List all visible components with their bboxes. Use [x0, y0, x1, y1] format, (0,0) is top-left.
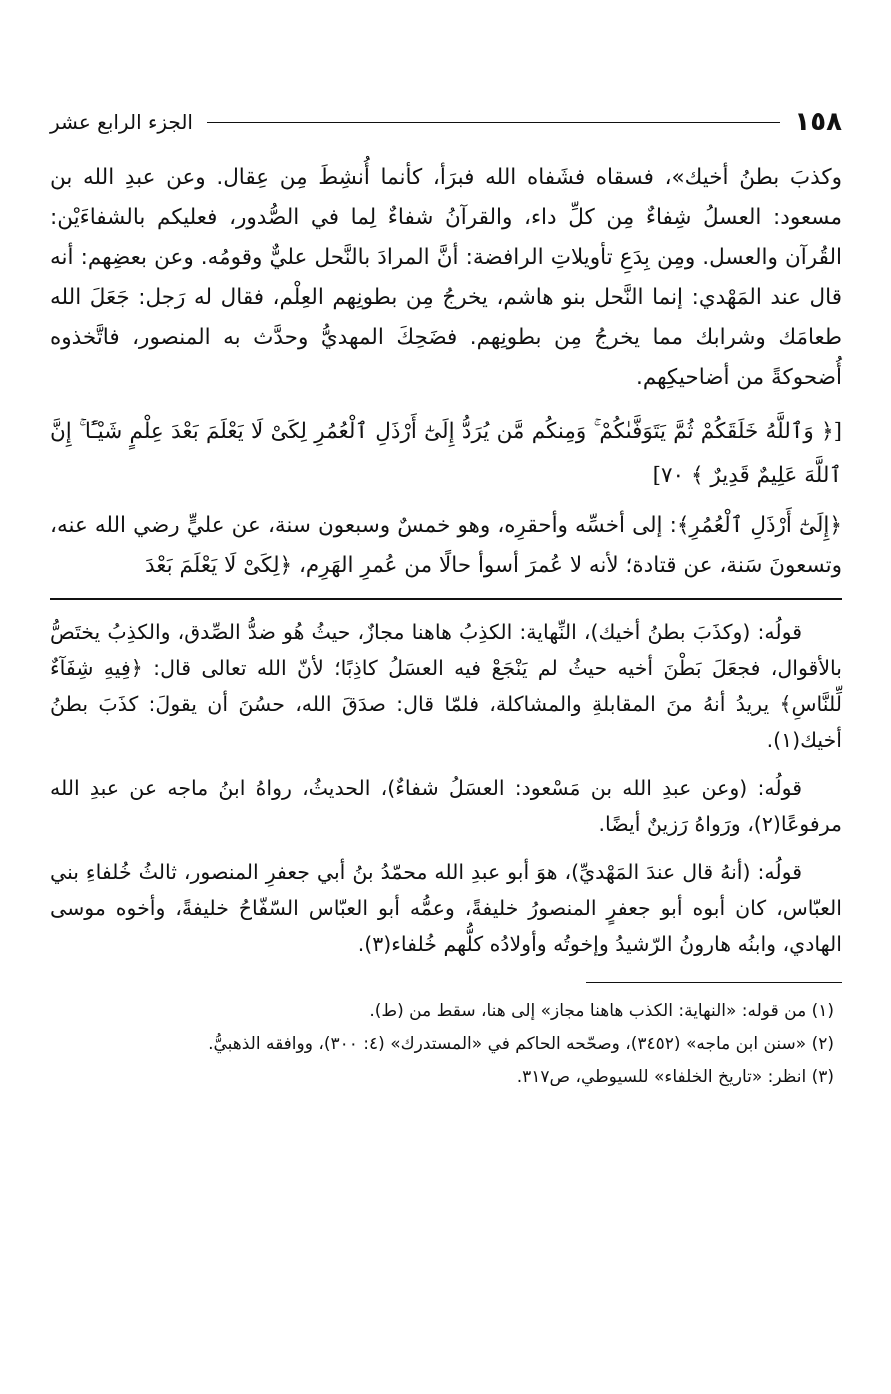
quran-verse: [﴿ وَٱللَّهُ خَلَقَكُمْ ثُمَّ يَتَوَفَّىٰكُمْ ۚ وَمِنكُم مَّن يُرَدُّ إِلَىٰٓ أَرْذَلِ ٱلْعُمُرِ لِكَىْ لَا يَعْلَمَ بَعْدَ عِلْمٍ شَيْـًٔا ۚ إِنَّ ٱللَّهَ عَلِيمٌ قَدِيرٌ ﴾ ٧٠]	[50, 419, 842, 488]
commentary-separator	[50, 598, 842, 600]
footnote-separator	[586, 982, 842, 983]
main-paragraph-2: ﴿إِلَىٰٓ أَرْذَلِ ٱلْعُمُرِ﴾: إلى أخسِّه وأحقرِه، وهو خمسٌ وسبعون سنة، عن عليٍّ رضي الله عنه، وتسعونَ سَنة، عن قتادة؛ لأنه لا عُمرَ أسوأ حالًا من عُمرِ الهَرِم، ﴿لِكَىْ لَا يَعْلَمَ بَعْدَ	[50, 513, 842, 578]
commentary-paragraph-2: قولُه: (وعن عبدِ الله بن مَسْعود: العسَلُ شفاءٌ)، الحديثُ، رواهُ ابنُ ماجه عن عبدِ الله مرفوعًا(٢)، ورَواهُ رَزينٌ أيضًا.	[50, 776, 842, 836]
commentary-paragraph-3: قولُه: (أنهُ قال عندَ المَهْديِّ)، هوَ أبو عبدِ الله محمّدُ بنُ أبي جعفرِ المنصور، ثالثُ خُلفاءِ بني العبّاس، كان أبوه أبو جعفرٍ المنصورُ خليفةً، وعمُّه أبو العبّاس السّفّاحُ خليفةً، وأخوه موسى الهادي، وابنُه هارونُ الرّشيدُ وإخوتُه وأولادُه كلُّهم خُلفاء(٣).	[50, 860, 842, 956]
footnotes	[50, 995, 842, 1094]
footnote-2: (٢) «سنن ابن ماجه» (٣٤٥٢)، وصحّحه الحاكم في «المستدرك» (٤: ٣٠٠)، ووافقه الذهبيُّ.	[208, 1034, 834, 1054]
book-page	[50, 100, 842, 1094]
running-title: الجزء الرابع عشر	[50, 110, 193, 134]
main-paragraph-1: وكذبَ بطنُ أخيك»، فسقاه فشَفاه الله فبرَأ، كأنما أُنشِطَ مِن عِقال. وعن عبدِ الله بن مسعود: العسلُ شِفاءٌ مِن كلِّ داء، والقرآنُ شفاءٌ لِما في الصُّدور، فعليكم بالشفاءَيْن: القُرآن والعسل. ومِن بِدَعِ تأويلاتِ الرافضة: أنَّ المرادَ بالنَّحل عليٌّ وقومُه. وعن بعضِهم: أنه قال عند المَهْدي: إنما النَّحل بنو هاشم، يخرجُ مِن بطونِهم العِلْم، فقال له رَجل: جَعَلَ الله طعامَك وشرابك مما يخرجُ مِن بطونِهم. فضَحِكَ المهديُّ وحدَّث به المنصور، فاتَّخذوه أُضحوكةً من أضاحيكِهم.	[50, 165, 842, 390]
page-header	[50, 100, 842, 144]
footnote-1: (١) من قوله: «النهاية: الكذب هاهنا مجاز» إلى هنا، سقط من (ط).	[369, 1001, 834, 1021]
page-number: ١٥٨	[794, 107, 842, 137]
footnote-3: (٣) انظر: «تاريخ الخلفاء» للسيوطي، ص٣١٧.	[516, 1067, 834, 1087]
commentary-paragraph-1: قولُه: (وكذَبَ بطنُ أخيك)، النِّهاية: الكذِبُ هاهنا مجازٌ، حيثُ هُو ضدُّ الصِّدق، والكذِبُ يختَصُّ بالأقوال، فجعَلَ بَطْنَ أخيه حيثُ لم يَنْجَعْ فيه العسَلُ كاذِبًا؛ لأنّ الله تعالى قال: ﴿فِيهِ شِفَآءٌ لِّلنَّاسِ﴾ يريدُ أنهُ منَ المقابلةِ والمشاكلة، فلمّا قال: صدَقَ الله، حسُنَ أن يقولَ: كذَبَ بطنُ أخيك(١).	[50, 620, 842, 752]
header-rule	[207, 122, 780, 123]
